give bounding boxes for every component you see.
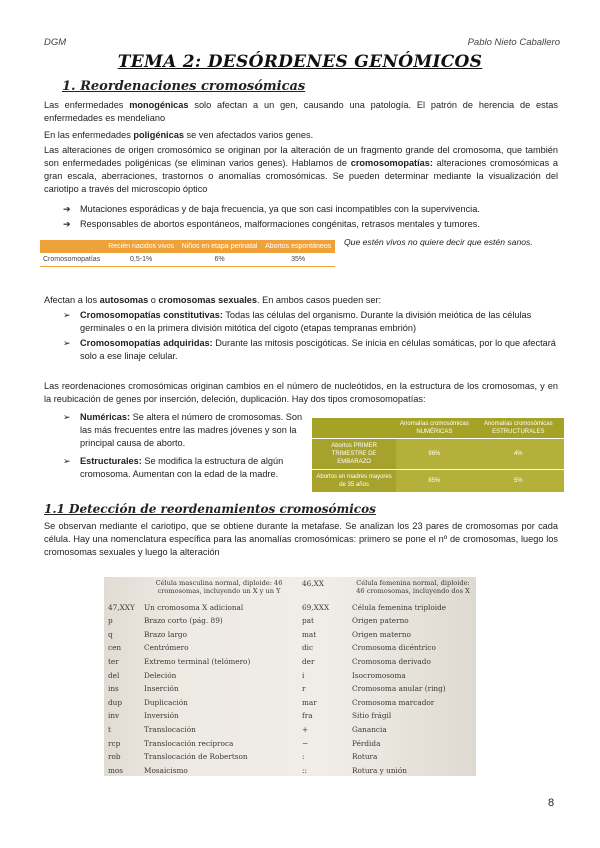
header-right: Pablo Nieto Caballero	[467, 37, 560, 48]
nomenclature-right: Célula femenina triploide	[352, 602, 447, 612]
table-header	[40, 240, 105, 253]
table-row	[312, 470, 564, 493]
nomenclature-left: inv	[108, 711, 120, 721]
text: alteraciones cromosómicas a gran escala, aberraciones, trastornos o anomalías cromosómicas. Se pueden determinar mediante la visualización del cariotipo a través del microscopio óptico	[44, 158, 558, 194]
nomenclature-desc: Inserción	[144, 684, 179, 694]
term: Cromosomopatías constitutivas:	[80, 310, 223, 320]
nomenclature-left: rcp	[108, 738, 121, 748]
table-header: Anomalías cromosómicas ESTRUCTURALES	[473, 418, 564, 439]
table-header: Anomalías cromosómicas NUMÉRICAS	[396, 418, 472, 439]
table-row	[40, 253, 335, 267]
header-left: DGM	[44, 37, 67, 48]
nomenclature-desc: Brazo largo	[144, 629, 187, 639]
nomenclature-right: Origen materno	[352, 629, 411, 639]
nomenclature-desc: Extremo terminal (telómero)	[144, 657, 251, 666]
table-header: Recién nacidos vivos	[105, 240, 178, 253]
nomenclature-row	[104, 725, 476, 736]
bullet-item	[63, 337, 560, 363]
text: o	[148, 295, 159, 305]
arrow-icon: ➔	[63, 204, 71, 214]
nomenclature-row	[104, 684, 476, 695]
nomenclature-sym: i	[302, 670, 305, 680]
table-cromosomopatias	[40, 240, 335, 267]
section-heading-1-1: 1.1 Detección de reordenamientos cromosómicos	[44, 502, 376, 516]
nomenclature-left: q	[108, 629, 113, 639]
page-number: 8	[548, 797, 555, 809]
nomenclature-left: 47,XXY	[108, 602, 135, 612]
table-cell: 35%	[261, 253, 335, 267]
term: cromosomas sexuales	[158, 295, 257, 305]
nomenclature-sym: r	[302, 684, 306, 694]
table-cell: Abortos PRIMER TRIMESTRE DE EMBARAZO	[312, 439, 396, 470]
nomenclature-desc: Deleción	[144, 670, 177, 680]
nomenclature-left: ter	[108, 657, 119, 666]
nomenclature-left: cen	[108, 643, 122, 653]
nomenclature-sym: mar	[302, 697, 317, 707]
table-header	[312, 418, 396, 439]
text: . En ambos casos pueden ser:	[256, 295, 382, 305]
section-heading-1: 1. Reordenaciones cromosómicas	[62, 79, 306, 94]
table-row	[312, 439, 564, 470]
nomenclature-right: Pérdida	[352, 738, 381, 748]
nomenclature-desc: Mosaicismo	[144, 765, 188, 775]
arrow-icon: ➢	[63, 310, 71, 320]
bullet-item	[63, 309, 560, 335]
table-cell: 96%	[396, 439, 472, 470]
term: Numéricas:	[80, 412, 131, 422]
nomenclature-row	[104, 579, 476, 595]
text: solo afectan a un gen, causando una patología. El patrón de herencia de estas enfermedades es mendeliano	[44, 100, 558, 123]
nomenclature-sym: pat	[302, 616, 314, 626]
paragraph-alteraciones	[44, 144, 558, 196]
text: Se altera el número de cromosomas. Son las más frecuentes entre las madres jóvenes y son la principal causa de aborto.	[80, 412, 303, 448]
nomenclature-row	[104, 616, 476, 627]
term-poligenicas: poligénicas	[133, 130, 184, 140]
table-cell: 0,5-1%	[105, 253, 178, 267]
table-cell: 6%	[178, 253, 262, 267]
nomenclature-desc: Translocación recíproca	[144, 738, 234, 748]
nomenclature-desc: Translocación	[144, 725, 196, 734]
nomenclature-row	[104, 630, 476, 641]
arrow-icon: ➢	[63, 412, 71, 422]
nomenclature-left: t	[108, 725, 111, 734]
nomenclature-left: p	[108, 616, 113, 626]
paragraph-monogenicas	[44, 99, 558, 125]
nomenclature-left: dup	[108, 697, 123, 707]
nomenclature-right: Cromosoma marcador	[352, 697, 435, 707]
table-cell: 4%	[473, 439, 564, 470]
paragraph-autosomas	[44, 294, 558, 307]
text: Responsables de abortos espontáneos, malformaciones congénitas, retrasos mentales y tumores.	[80, 219, 480, 229]
nomenclature-desc: Un cromosoma X adicional	[144, 602, 244, 612]
nomenclature-sym: 46,XX	[302, 579, 324, 588]
nomenclature-sym: +	[302, 725, 309, 734]
nomenclature-row	[104, 766, 476, 776]
nomenclature-right: Sitio frágil	[352, 711, 392, 721]
bullet-item	[63, 218, 560, 231]
page-title: TEMA 2: DESÓRDENES GENÓMICOS	[117, 52, 483, 72]
nomenclature-right: Ganancia	[352, 725, 387, 734]
nomenclature-desc: Centrómero	[144, 643, 189, 653]
nomenclature-row	[104, 739, 476, 750]
nomenclature-row	[104, 657, 476, 668]
nomenclature-sym: mat	[302, 629, 317, 639]
nomenclature-right: Isocromosoma	[352, 670, 406, 680]
term-cromosomopatias: cromosomopatías:	[350, 158, 433, 168]
term: Cromosomopatías adquiridas:	[80, 338, 213, 348]
nomenclature-row	[104, 711, 476, 722]
term-monogenicas: monogénicas	[129, 100, 189, 110]
text: Durante las mitosis poscigóticas. Se inicia en células somáticas, por lo que afectará solo a ese linaje celular.	[80, 338, 556, 361]
nomenclature-left: mos	[108, 765, 124, 775]
nomenclature-left: del	[108, 670, 120, 680]
bullet-item	[63, 455, 305, 481]
text: Mutaciones esporádicas y de baja frecuencia, ya que son casi incompatibles con la supervivencia.	[80, 204, 480, 214]
text: Afectan a los	[44, 295, 100, 305]
nomenclature-right: Cromosoma anular (ring)	[352, 684, 446, 694]
text: En las enfermedades	[44, 130, 134, 140]
table-header: Niños en etapa perinatal	[178, 240, 262, 253]
nomenclature-right: Rotura y unión	[352, 765, 407, 775]
table-anomalias	[312, 418, 564, 492]
side-note: Que estén vivos no quiere decir que estén sanos.	[344, 237, 533, 247]
table-header: Abortos espontáneos	[261, 240, 335, 253]
nomenclature-right: Célula femenina normal, diploide: 46 cromosomas, incluyendo dos X	[356, 579, 470, 595]
bullet-item	[63, 411, 305, 450]
text: Todas las células del organismo. Durante la división meiótica de las células germinales o en la primera división mitótica del cigoto (etapas tempranas embrión)	[80, 310, 532, 333]
table-cell: Cromosomopatías	[40, 253, 105, 267]
nomenclature-row	[104, 671, 476, 682]
table-cell: 85%	[396, 470, 472, 493]
nomenclature-sym: −	[302, 738, 309, 748]
nomenclature-sym: der	[302, 657, 315, 666]
nomenclature-right: Origen paterno	[352, 616, 409, 626]
nomenclature-sym: fra	[302, 711, 313, 721]
nomenclature-right: Rotura	[352, 752, 378, 762]
nomenclature-desc: Translocación de Robertson	[144, 752, 248, 762]
nomenclature-sym: ::	[302, 765, 307, 775]
paragraph-poligenicas	[44, 129, 558, 142]
nomenclature-row	[104, 643, 476, 654]
term: Estructurales:	[80, 456, 142, 466]
arrow-icon: ➢	[63, 338, 71, 348]
nomenclature-desc: Brazo corto (pág. 89)	[144, 616, 223, 626]
nomenclature-right: Cromosoma derivado	[352, 657, 431, 666]
nomenclature-left: ins	[108, 684, 119, 694]
nomenclature-sym: :	[302, 752, 305, 762]
arrow-icon: ➢	[63, 456, 71, 466]
text: se ven afectados varios genes.	[183, 130, 314, 140]
nomenclature-row	[104, 752, 476, 763]
nomenclature-left: rob	[108, 752, 121, 762]
nomenclature-desc: Célula masculina normal, diploide: 46 cromosomas, incluyendo un X y un Y	[155, 579, 283, 595]
nomenclature-row	[104, 698, 476, 709]
nomenclature-row	[104, 603, 476, 614]
table-cell: 5%	[473, 470, 564, 493]
paragraph-deteccion: Se observan mediante el cariotipo, que se obtiene durante la metafase. Se analizan los 23 pares de cromosomas por cada célula. Hay una nomenclatura específica para las anomalías cromosómicas: primero se pone el nº de cromosomas, luego los cromosomas sexuales y luego la alteración	[44, 521, 558, 557]
arrow-icon: ➔	[63, 219, 71, 229]
nomenclature-photo	[104, 577, 476, 776]
paragraph-reordenaciones: Las reordenaciones cromosómicas originan cambios en el número de nucleótidos, en la estructura de los cromosomas, y en la reubicación de genes por inserción, deleción, duplicación. Hay dos tipos cromosomopatías:	[44, 381, 558, 404]
nomenclature-desc: Inversión	[144, 711, 179, 721]
nomenclature-sym: 69,XXX	[302, 602, 330, 612]
text: Las alteraciones de origen cromosómico se originan por la alteración de un fragmento grande del cromosoma, que también son enfermedades poligénicas (se eliminan varios genes). Hablamos de	[44, 145, 558, 168]
table-cell: Abortos en madres mayores de 35 años	[312, 470, 396, 493]
nomenclature-desc: Duplicación	[144, 697, 188, 707]
nomenclature-sym: dic	[302, 643, 314, 653]
term: autosomas	[99, 295, 149, 305]
text: Las enfermedades	[44, 100, 130, 110]
text: Se modifica la estructura de algún cromosoma. Aumentan con la edad de la madre.	[80, 456, 284, 479]
nomenclature-right: Cromosoma dicéntrico	[352, 643, 436, 653]
bullet-item	[63, 203, 560, 216]
